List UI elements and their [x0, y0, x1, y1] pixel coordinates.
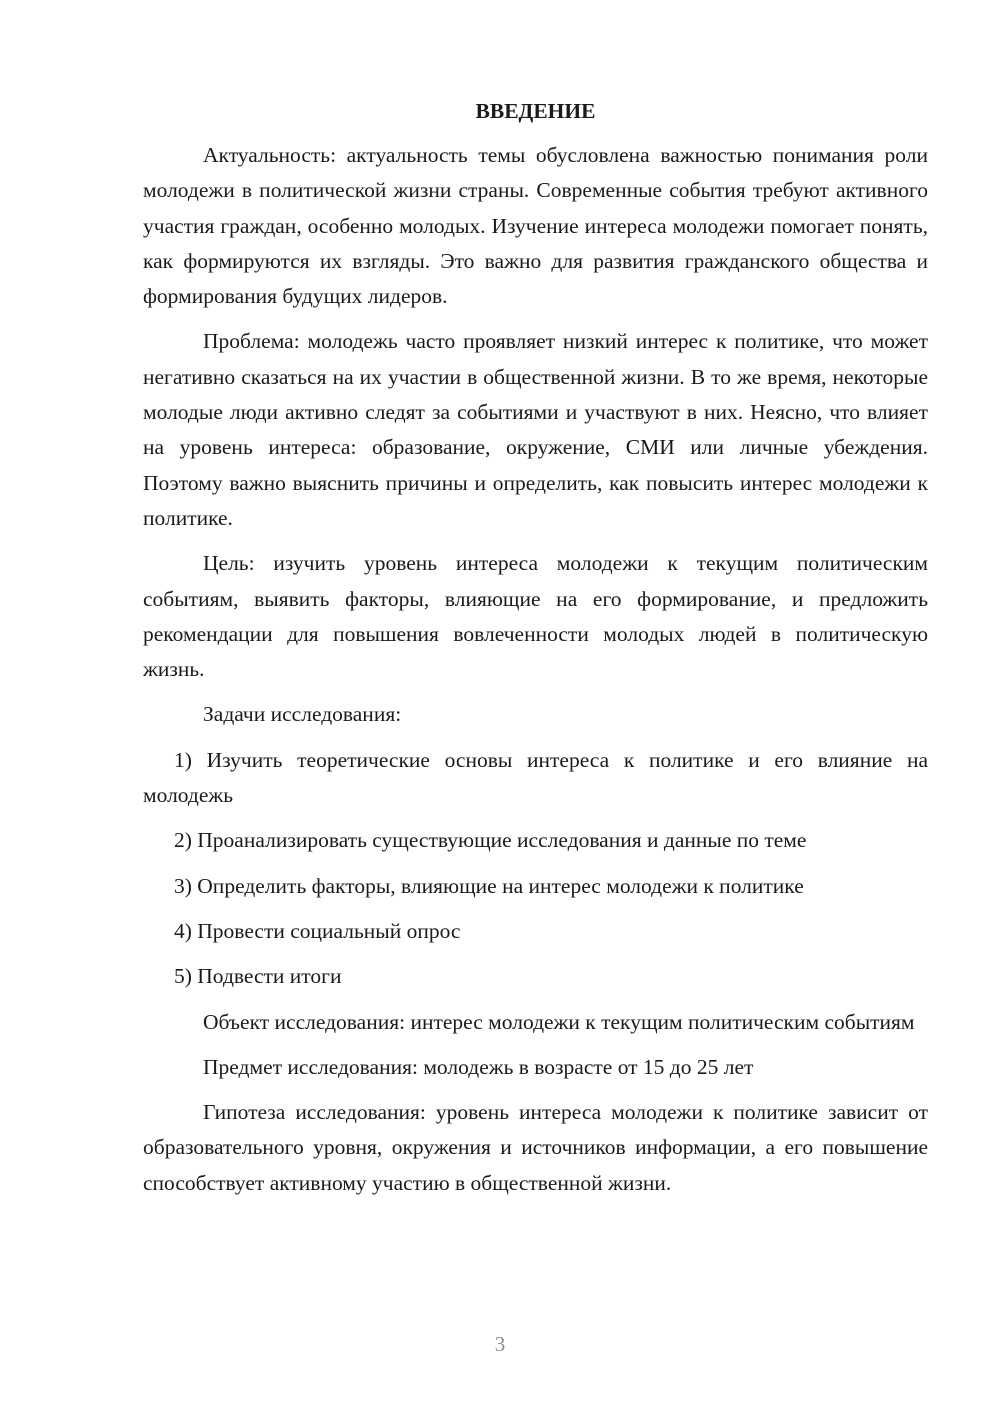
paragraph-subject: Предмет исследования: молодежь в возрасте от 15 до 25 лет: [203, 1054, 754, 1079]
paragraph-hypothesis: Гипотеза исследования: уровень интереса молодежи к политике зависит от образовательного уровня, окружения и источников информации, а его повышение способствует активному участию в общественной жизни.: [143, 1100, 928, 1195]
paragraph-tasks-heading: Задачи исследования:: [203, 702, 402, 727]
paragraph-relevance: Актуальность: актуальность темы обусловлена важностью понимания роли молодежи в политической жизни страны. Современные события требуют активного участия граждан, особенно молодых. Изучение интереса молодежи помогает понять, как формируются их взгляды. Это важно для развития гражданского общества и формирования будущих лидеров.: [143, 143, 928, 309]
list-item-task-4: 4) Провести социальный опрос: [174, 918, 461, 943]
paragraph-goal: Цель: изучить уровень интереса молодежи к текущим политическим событиям, выявить факторы, влияющие на его формирование, и предложить рекомендации для повышения вовлеченности молодых людей в политическую жизнь.: [143, 551, 928, 682]
paragraph-problem: Проблема: молодежь часто проявляет низкий интерес к политике, что может негативно сказаться на их участии в общественной жизни. В то же время, некоторые молодые люди активно следят за событиями и участвуют в них. Неясно, что влияет на уровень интереса: образование, окружение, СМИ или личные убеждения. Поэтому важно выяснить причины и определить, как повысить интерес молодежи к политике.: [143, 329, 928, 530]
page-number: 3: [494, 1332, 506, 1356]
list-item-task-2: 2) Проанализировать существующие исследования и данные по теме: [174, 828, 807, 853]
tasks-list: [143, 743, 928, 995]
section-title: ВВЕДЕНИЕ: [475, 99, 596, 123]
document-page: [143, 96, 928, 1211]
list-item-task-3: 3) Определить факторы, влияющие на интерес молодежи к политике: [174, 873, 804, 898]
list-item-task-5: 5) Подвести итоги: [174, 964, 342, 989]
list-item-task-1: 1) Изучить теоретические основы интереса к политике и его влияние на молодежь: [143, 747, 928, 808]
paragraph-object: Объект исследования: интерес молодежи к текущим политическим событиям: [203, 1009, 915, 1034]
